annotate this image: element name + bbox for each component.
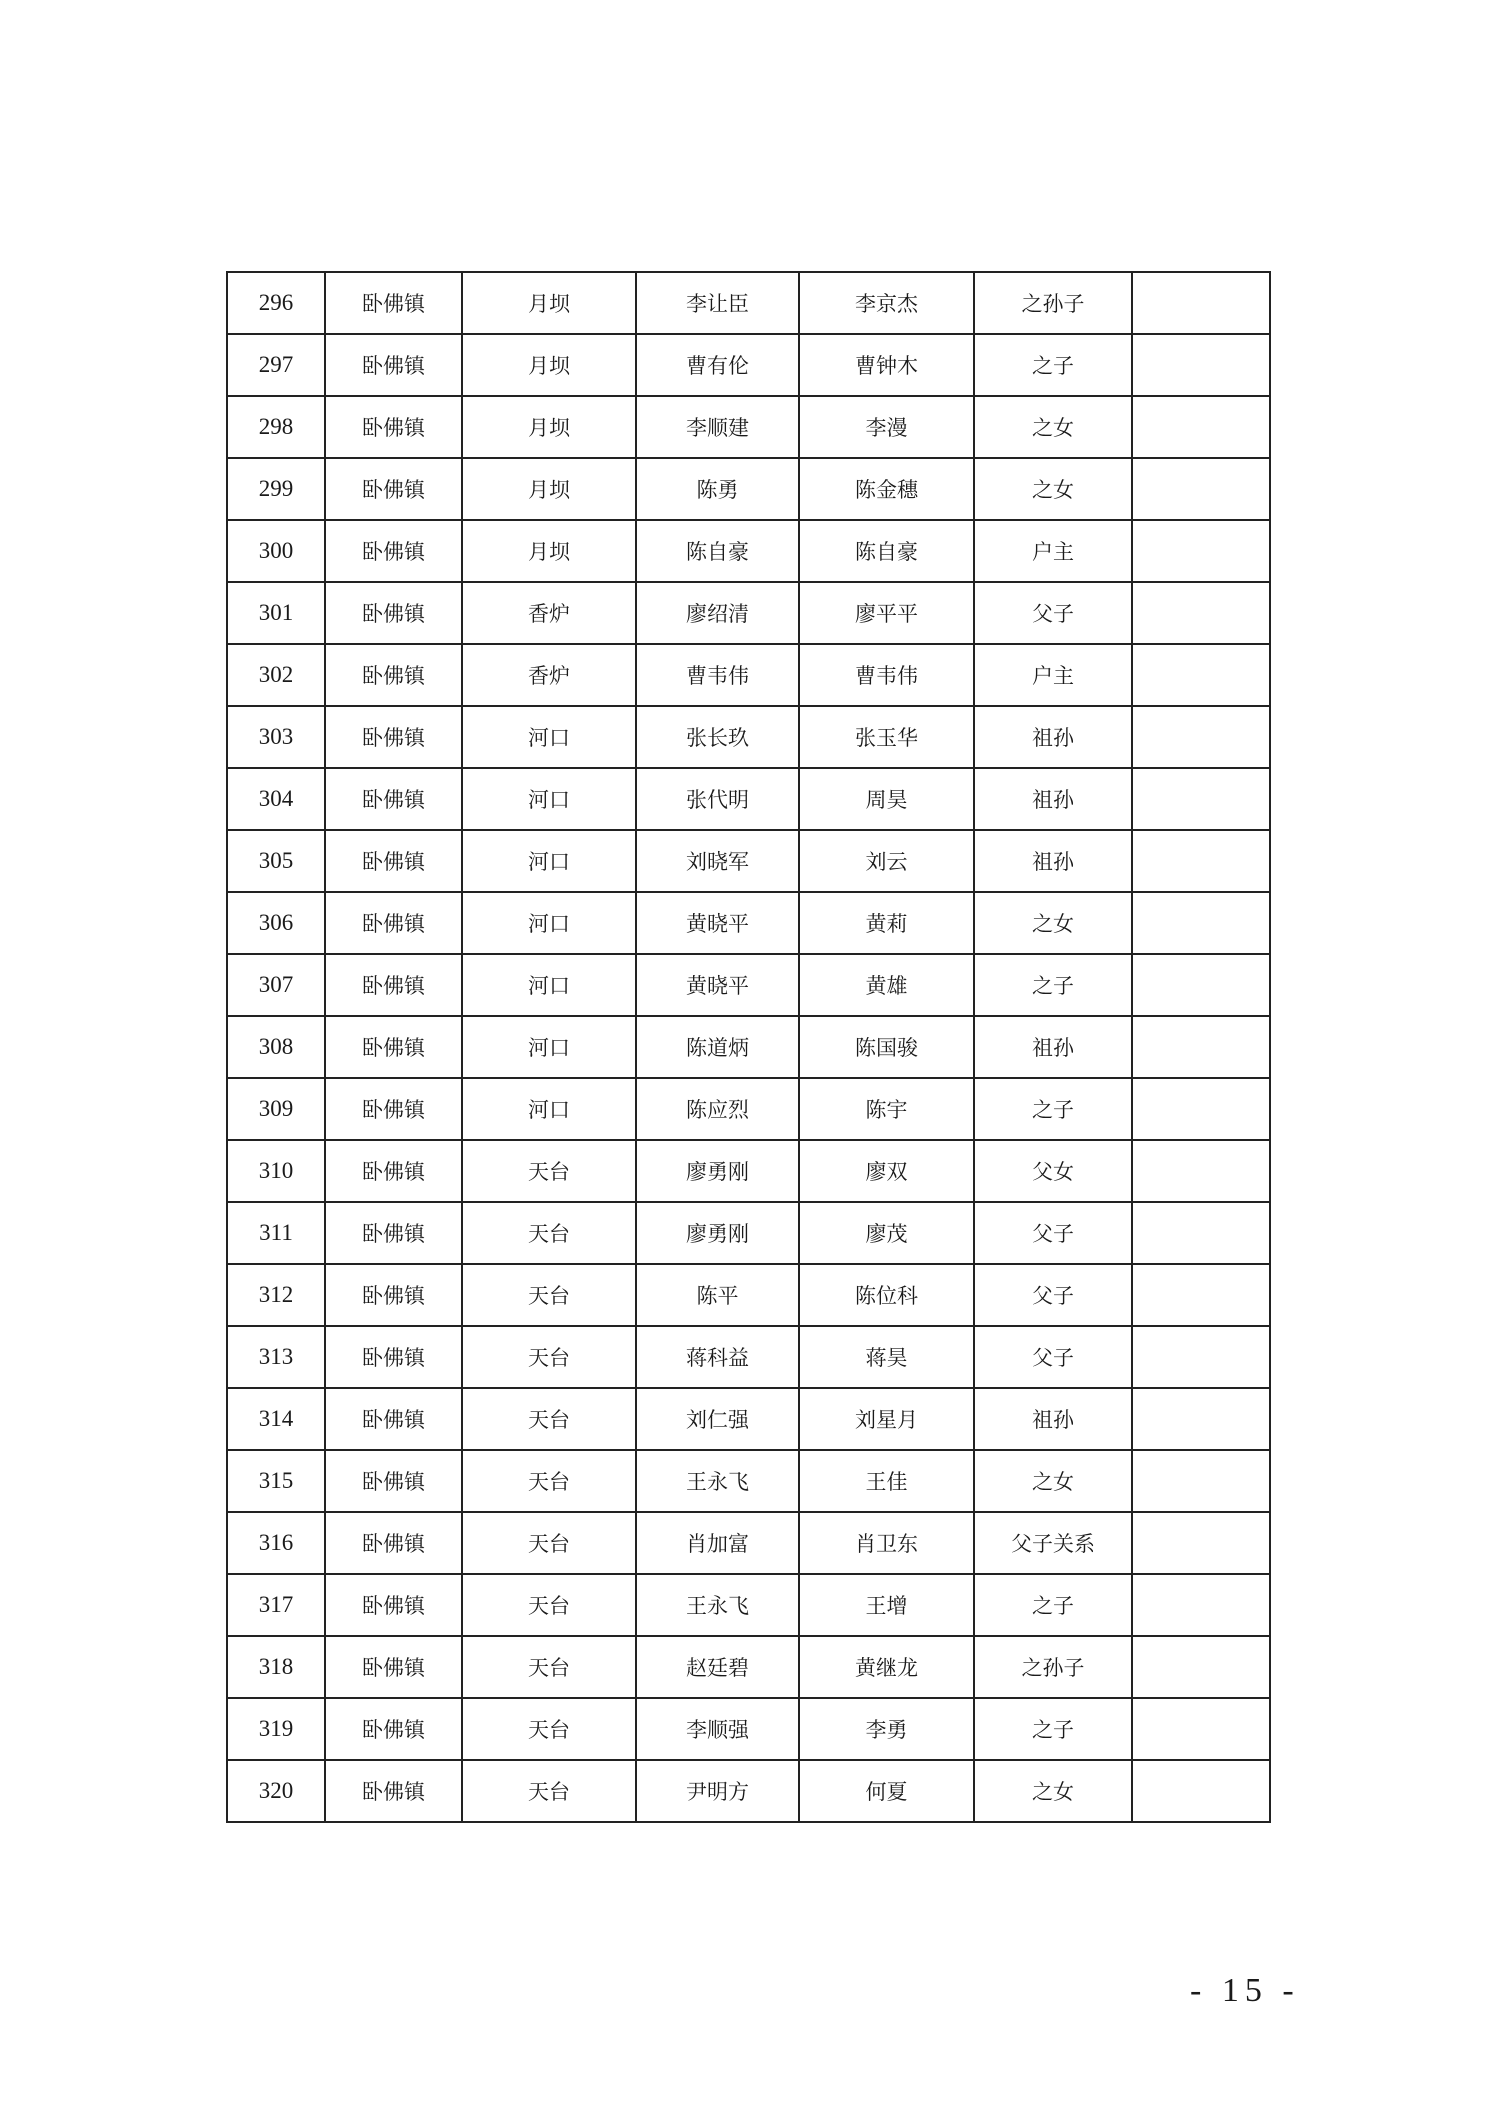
village-cell: 天台	[462, 1574, 636, 1636]
relation-cell: 父子	[974, 1264, 1132, 1326]
name-b-cell: 李京杰	[799, 272, 974, 334]
row-number-cell: 310	[227, 1140, 325, 1202]
table-row	[227, 892, 1270, 954]
name-a-cell: 张代明	[636, 768, 799, 830]
table-row	[227, 334, 1270, 396]
name-b-cell: 陈位科	[799, 1264, 974, 1326]
name-a-cell: 刘晓军	[636, 830, 799, 892]
name-b-cell: 黄继龙	[799, 1636, 974, 1698]
row-number-cell: 300	[227, 520, 325, 582]
town-cell: 卧佛镇	[325, 396, 462, 458]
name-a-cell: 廖绍清	[636, 582, 799, 644]
note-cell	[1132, 272, 1270, 334]
name-a-cell: 王永飞	[636, 1574, 799, 1636]
town-cell: 卧佛镇	[325, 954, 462, 1016]
name-a-cell: 肖加富	[636, 1512, 799, 1574]
name-a-cell: 陈应烈	[636, 1078, 799, 1140]
row-number-cell: 309	[227, 1078, 325, 1140]
relation-cell: 父子	[974, 582, 1132, 644]
village-cell: 天台	[462, 1512, 636, 1574]
town-cell: 卧佛镇	[325, 1016, 462, 1078]
village-cell: 天台	[462, 1264, 636, 1326]
name-b-cell: 张玉华	[799, 706, 974, 768]
name-a-cell: 陈道炳	[636, 1016, 799, 1078]
village-cell: 河口	[462, 892, 636, 954]
relation-cell: 之女	[974, 1760, 1132, 1822]
relation-cell: 之子	[974, 1698, 1132, 1760]
note-cell	[1132, 768, 1270, 830]
table-row	[227, 1016, 1270, 1078]
relation-cell: 之子	[974, 334, 1132, 396]
table-row	[227, 520, 1270, 582]
town-cell: 卧佛镇	[325, 706, 462, 768]
row-number-cell: 316	[227, 1512, 325, 1574]
name-a-cell: 李顺强	[636, 1698, 799, 1760]
row-number-cell: 306	[227, 892, 325, 954]
note-cell	[1132, 830, 1270, 892]
town-cell: 卧佛镇	[325, 1264, 462, 1326]
name-b-cell: 李勇	[799, 1698, 974, 1760]
table-row	[227, 1450, 1270, 1512]
note-cell	[1132, 1450, 1270, 1512]
name-a-cell: 廖勇刚	[636, 1140, 799, 1202]
name-a-cell: 陈勇	[636, 458, 799, 520]
row-number-cell: 320	[227, 1760, 325, 1822]
row-number-cell: 298	[227, 396, 325, 458]
town-cell: 卧佛镇	[325, 830, 462, 892]
name-a-cell: 蒋科益	[636, 1326, 799, 1388]
relation-cell: 父女	[974, 1140, 1132, 1202]
table-row	[227, 1574, 1270, 1636]
name-a-cell: 王永飞	[636, 1450, 799, 1512]
name-a-cell: 张长玖	[636, 706, 799, 768]
village-cell: 月坝	[462, 458, 636, 520]
note-cell	[1132, 1016, 1270, 1078]
village-cell: 天台	[462, 1450, 636, 1512]
relation-cell: 之女	[974, 1450, 1132, 1512]
name-a-cell: 李顺建	[636, 396, 799, 458]
village-cell: 天台	[462, 1636, 636, 1698]
table-row	[227, 458, 1270, 520]
name-a-cell: 黄晓平	[636, 954, 799, 1016]
table-row	[227, 1078, 1270, 1140]
village-cell: 香炉	[462, 644, 636, 706]
relation-cell: 之孙子	[974, 1636, 1132, 1698]
town-cell: 卧佛镇	[325, 334, 462, 396]
relation-cell: 之女	[974, 396, 1132, 458]
relation-cell: 之女	[974, 458, 1132, 520]
table-row	[227, 706, 1270, 768]
relation-cell: 父子	[974, 1202, 1132, 1264]
town-cell: 卧佛镇	[325, 520, 462, 582]
row-number-cell: 314	[227, 1388, 325, 1450]
name-a-cell: 刘仁强	[636, 1388, 799, 1450]
note-cell	[1132, 458, 1270, 520]
row-number-cell: 317	[227, 1574, 325, 1636]
relation-cell: 祖孙	[974, 830, 1132, 892]
town-cell: 卧佛镇	[325, 1450, 462, 1512]
relation-cell: 父子关系	[974, 1512, 1132, 1574]
table-row	[227, 1326, 1270, 1388]
note-cell	[1132, 334, 1270, 396]
note-cell	[1132, 396, 1270, 458]
row-number-cell: 302	[227, 644, 325, 706]
row-number-cell: 301	[227, 582, 325, 644]
town-cell: 卧佛镇	[325, 1574, 462, 1636]
table-row	[227, 954, 1270, 1016]
row-number-cell: 312	[227, 1264, 325, 1326]
note-cell	[1132, 1512, 1270, 1574]
note-cell	[1132, 1264, 1270, 1326]
village-cell: 月坝	[462, 396, 636, 458]
name-b-cell: 刘云	[799, 830, 974, 892]
note-cell	[1132, 644, 1270, 706]
note-cell	[1132, 582, 1270, 644]
name-b-cell: 周昊	[799, 768, 974, 830]
name-b-cell: 何夏	[799, 1760, 974, 1822]
name-b-cell: 蒋昊	[799, 1326, 974, 1388]
name-b-cell: 廖平平	[799, 582, 974, 644]
village-cell: 月坝	[462, 334, 636, 396]
name-b-cell: 黄莉	[799, 892, 974, 954]
row-number-cell: 299	[227, 458, 325, 520]
town-cell: 卧佛镇	[325, 1698, 462, 1760]
name-a-cell: 黄晓平	[636, 892, 799, 954]
row-number-cell: 305	[227, 830, 325, 892]
row-number-cell: 319	[227, 1698, 325, 1760]
village-cell: 天台	[462, 1760, 636, 1822]
name-a-cell: 尹明方	[636, 1760, 799, 1822]
town-cell: 卧佛镇	[325, 458, 462, 520]
village-cell: 月坝	[462, 272, 636, 334]
name-b-cell: 陈自豪	[799, 520, 974, 582]
town-cell: 卧佛镇	[325, 768, 462, 830]
name-b-cell: 黄雄	[799, 954, 974, 1016]
name-a-cell: 廖勇刚	[636, 1202, 799, 1264]
name-b-cell: 陈国骏	[799, 1016, 974, 1078]
row-number-cell: 303	[227, 706, 325, 768]
relation-cell: 祖孙	[974, 706, 1132, 768]
relation-cell: 之孙子	[974, 272, 1132, 334]
relation-cell: 之子	[974, 1078, 1132, 1140]
roster-table-body	[227, 272, 1270, 1822]
name-b-cell: 廖双	[799, 1140, 974, 1202]
page-number: - 15 -	[1190, 1972, 1300, 2009]
village-cell: 河口	[462, 1078, 636, 1140]
row-number-cell: 318	[227, 1636, 325, 1698]
name-a-cell: 陈平	[636, 1264, 799, 1326]
table-row	[227, 396, 1270, 458]
note-cell	[1132, 1698, 1270, 1760]
row-number-cell: 308	[227, 1016, 325, 1078]
relation-cell: 之子	[974, 954, 1132, 1016]
village-cell: 天台	[462, 1202, 636, 1264]
name-a-cell: 曹有伦	[636, 334, 799, 396]
note-cell	[1132, 1636, 1270, 1698]
village-cell: 河口	[462, 1016, 636, 1078]
name-a-cell: 陈自豪	[636, 520, 799, 582]
row-number-cell: 311	[227, 1202, 325, 1264]
note-cell	[1132, 1202, 1270, 1264]
note-cell	[1132, 520, 1270, 582]
table-row	[227, 1512, 1270, 1574]
village-cell: 天台	[462, 1140, 636, 1202]
relation-cell: 祖孙	[974, 1388, 1132, 1450]
village-cell: 月坝	[462, 520, 636, 582]
town-cell: 卧佛镇	[325, 272, 462, 334]
row-number-cell: 296	[227, 272, 325, 334]
village-cell: 河口	[462, 954, 636, 1016]
table-row	[227, 272, 1270, 334]
name-b-cell: 王增	[799, 1574, 974, 1636]
table-row	[227, 830, 1270, 892]
roster-table	[226, 271, 1271, 1823]
name-b-cell: 刘星月	[799, 1388, 974, 1450]
town-cell: 卧佛镇	[325, 1140, 462, 1202]
table-row	[227, 1202, 1270, 1264]
village-cell: 天台	[462, 1698, 636, 1760]
relation-cell: 户主	[974, 644, 1132, 706]
row-number-cell: 315	[227, 1450, 325, 1512]
relation-cell: 祖孙	[974, 1016, 1132, 1078]
table-row	[227, 1264, 1270, 1326]
table-row	[227, 644, 1270, 706]
name-b-cell: 李漫	[799, 396, 974, 458]
note-cell	[1132, 954, 1270, 1016]
village-cell: 河口	[462, 768, 636, 830]
town-cell: 卧佛镇	[325, 644, 462, 706]
name-b-cell: 曹钟木	[799, 334, 974, 396]
relation-cell: 父子	[974, 1326, 1132, 1388]
row-number-cell: 297	[227, 334, 325, 396]
table-row	[227, 1698, 1270, 1760]
note-cell	[1132, 706, 1270, 768]
town-cell: 卧佛镇	[325, 1202, 462, 1264]
name-b-cell: 曹韦伟	[799, 644, 974, 706]
relation-cell: 之女	[974, 892, 1132, 954]
table-row	[227, 1636, 1270, 1698]
note-cell	[1132, 1388, 1270, 1450]
village-cell: 河口	[462, 706, 636, 768]
town-cell: 卧佛镇	[325, 582, 462, 644]
town-cell: 卧佛镇	[325, 1388, 462, 1450]
name-b-cell: 陈宇	[799, 1078, 974, 1140]
note-cell	[1132, 1326, 1270, 1388]
village-cell: 天台	[462, 1326, 636, 1388]
table-row	[227, 582, 1270, 644]
row-number-cell: 307	[227, 954, 325, 1016]
note-cell	[1132, 1574, 1270, 1636]
note-cell	[1132, 1078, 1270, 1140]
town-cell: 卧佛镇	[325, 1078, 462, 1140]
village-cell: 天台	[462, 1388, 636, 1450]
name-b-cell: 廖茂	[799, 1202, 974, 1264]
table-row	[227, 768, 1270, 830]
village-cell: 河口	[462, 830, 636, 892]
town-cell: 卧佛镇	[325, 1326, 462, 1388]
note-cell	[1132, 1140, 1270, 1202]
town-cell: 卧佛镇	[325, 1636, 462, 1698]
relation-cell: 之子	[974, 1574, 1132, 1636]
relation-cell: 户主	[974, 520, 1132, 582]
table-row	[227, 1140, 1270, 1202]
town-cell: 卧佛镇	[325, 1512, 462, 1574]
name-b-cell: 王佳	[799, 1450, 974, 1512]
name-b-cell: 陈金穗	[799, 458, 974, 520]
name-a-cell: 赵廷碧	[636, 1636, 799, 1698]
relation-cell: 祖孙	[974, 768, 1132, 830]
note-cell	[1132, 892, 1270, 954]
name-a-cell: 曹韦伟	[636, 644, 799, 706]
table-row	[227, 1760, 1270, 1822]
name-b-cell: 肖卫东	[799, 1512, 974, 1574]
row-number-cell: 313	[227, 1326, 325, 1388]
town-cell: 卧佛镇	[325, 1760, 462, 1822]
note-cell	[1132, 1760, 1270, 1822]
village-cell: 香炉	[462, 582, 636, 644]
row-number-cell: 304	[227, 768, 325, 830]
table-row	[227, 1388, 1270, 1450]
name-a-cell: 李让臣	[636, 272, 799, 334]
town-cell: 卧佛镇	[325, 892, 462, 954]
